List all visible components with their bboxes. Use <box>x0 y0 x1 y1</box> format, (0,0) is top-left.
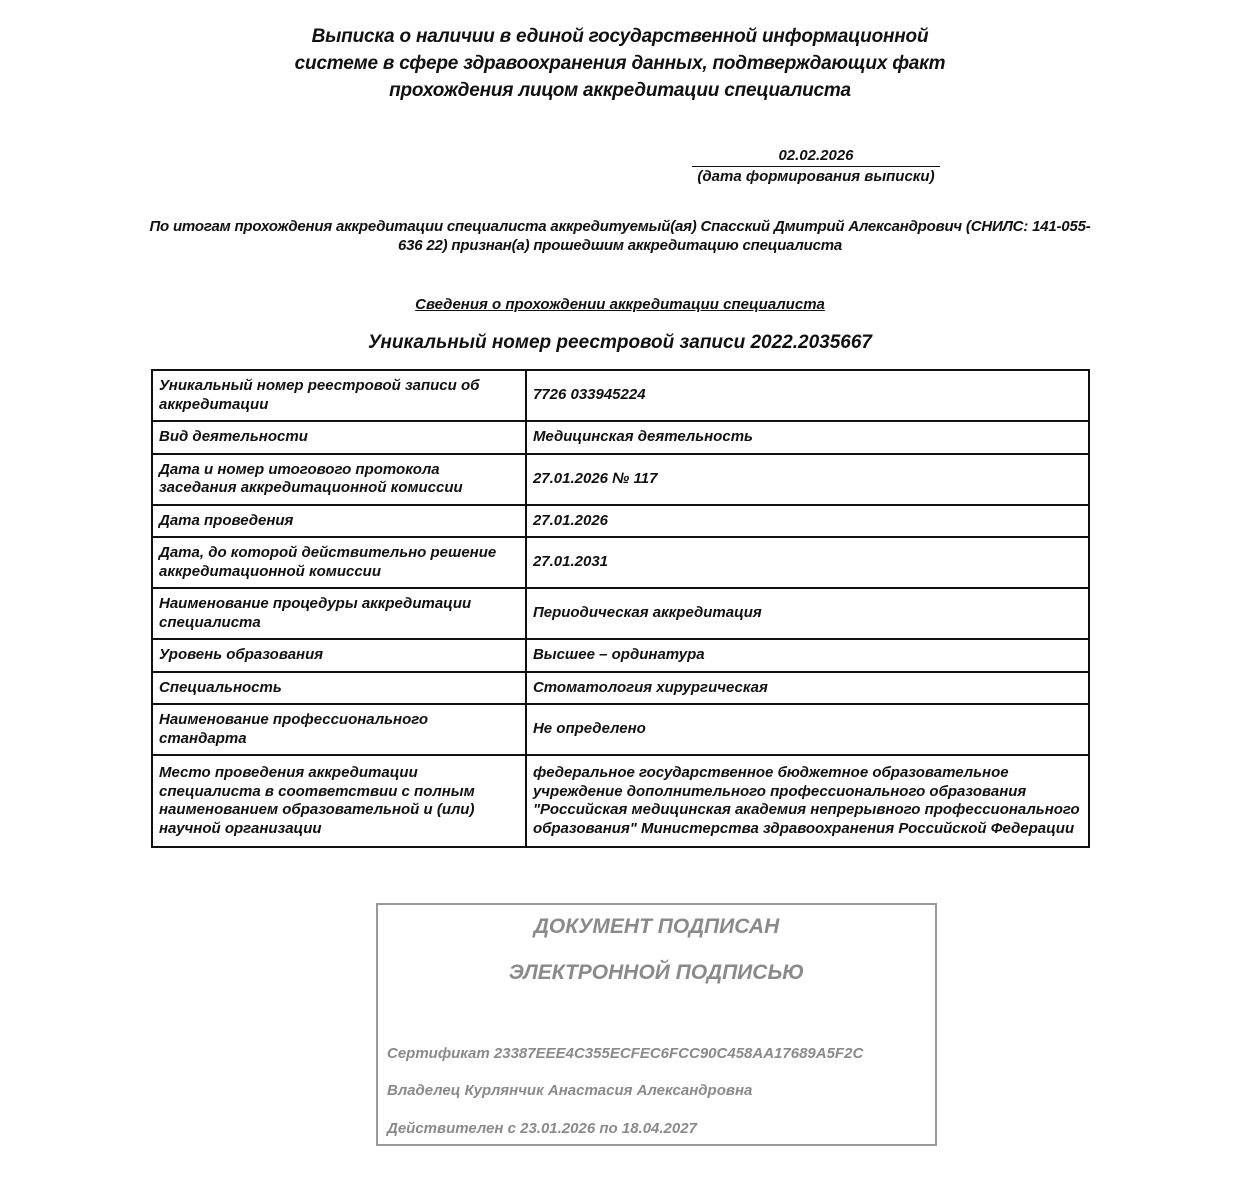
table-row <box>152 370 1089 421</box>
row-value: Медицинская деятельность <box>526 421 1089 454</box>
stamp-title-line1: ДОКУМЕНТ ПОДПИСАН <box>533 915 780 938</box>
document-title-line: системе в сфере здравоохранения данных, подтверждающих факт <box>294 53 946 74</box>
section-heading: Сведения о прохождении аккредитации специалиста <box>415 296 825 313</box>
table-row <box>152 421 1089 454</box>
table-row <box>152 639 1089 672</box>
row-label: Наименование профессионального стандарта <box>152 704 526 755</box>
row-label: Дата проведения <box>152 505 526 538</box>
stamp-title-line2: ЭЛЕКТРОННОЙ ПОДПИСЬЮ <box>508 961 805 984</box>
table-row <box>152 672 1089 705</box>
date-block <box>692 146 940 187</box>
row-value: Периодическая аккредитация <box>526 588 1089 639</box>
row-value: 27.01.2026 № 117 <box>526 454 1089 505</box>
row-label: Уникальный номер реестровой записи об аккредитации <box>152 370 526 421</box>
accreditation-info-table <box>151 369 1090 848</box>
row-value: 27.01.2031 <box>526 537 1089 588</box>
electronic-signature-stamp <box>376 903 937 1146</box>
table-row <box>152 505 1089 538</box>
row-label: Место проведения аккредитации специалиста в соответствии с полным наименованием образовательной и (или) научной организации <box>152 755 526 847</box>
row-value: Не определено <box>526 704 1089 755</box>
row-value: Высшее – ординатура <box>526 639 1089 672</box>
document-title-line: Выписка о наличии в единой государственной информационной <box>311 26 929 47</box>
certificate-number: Сертификат 23387EEE4C355ECFEC6FCC90C458AA17689A5F2C <box>387 1045 864 1062</box>
registry-number-heading: Уникальный номер реестровой записи 2022.2035667 <box>368 332 872 353</box>
row-label: Наименование процедуры аккредитации специалиста <box>152 588 526 639</box>
result-paragraph: По итогам прохождения аккредитации специалиста аккредитуемый(ая) Спасский Дмитрий Александрович (СНИЛС: 141-055-636 22) признан(а) прошедшим аккредитацию специалиста <box>149 218 1091 254</box>
row-value: 27.01.2026 <box>526 505 1089 538</box>
row-value: 7726 033945224 <box>526 370 1089 421</box>
certificate-owner: Владелец Курлянчик Анастасия Александровна <box>387 1082 753 1099</box>
document-title <box>0 23 1240 104</box>
table-row <box>152 454 1089 505</box>
row-value: федеральное государственное бюджетное образовательное учреждение дополнительного профессионального образования "Российская медицинская академия непрерывного профессионального образования" Министерства здравоохранения Российской Федерации <box>526 755 1089 847</box>
table-row <box>152 537 1089 588</box>
row-label: Вид деятельности <box>152 421 526 454</box>
row-label: Специальность <box>152 672 526 705</box>
table-row <box>152 588 1089 639</box>
row-value: Стоматология хирургическая <box>526 672 1089 705</box>
table-row <box>152 704 1089 755</box>
certificate-validity: Действителен с 23.01.2026 по 18.04.2027 <box>387 1120 697 1137</box>
table-row <box>152 755 1089 847</box>
row-label: Дата, до которой действительно решение аккредитационной комиссии <box>152 537 526 588</box>
row-label: Дата и номер итогового протокола заседания аккредитационной комиссии <box>152 454 526 505</box>
formation-date-caption: (дата формирования выписки) <box>697 168 935 185</box>
formation-date: 02.02.2026 <box>692 146 940 167</box>
document-title-line: прохождения лицом аккредитации специалиста <box>389 80 851 101</box>
row-label: Уровень образования <box>152 639 526 672</box>
